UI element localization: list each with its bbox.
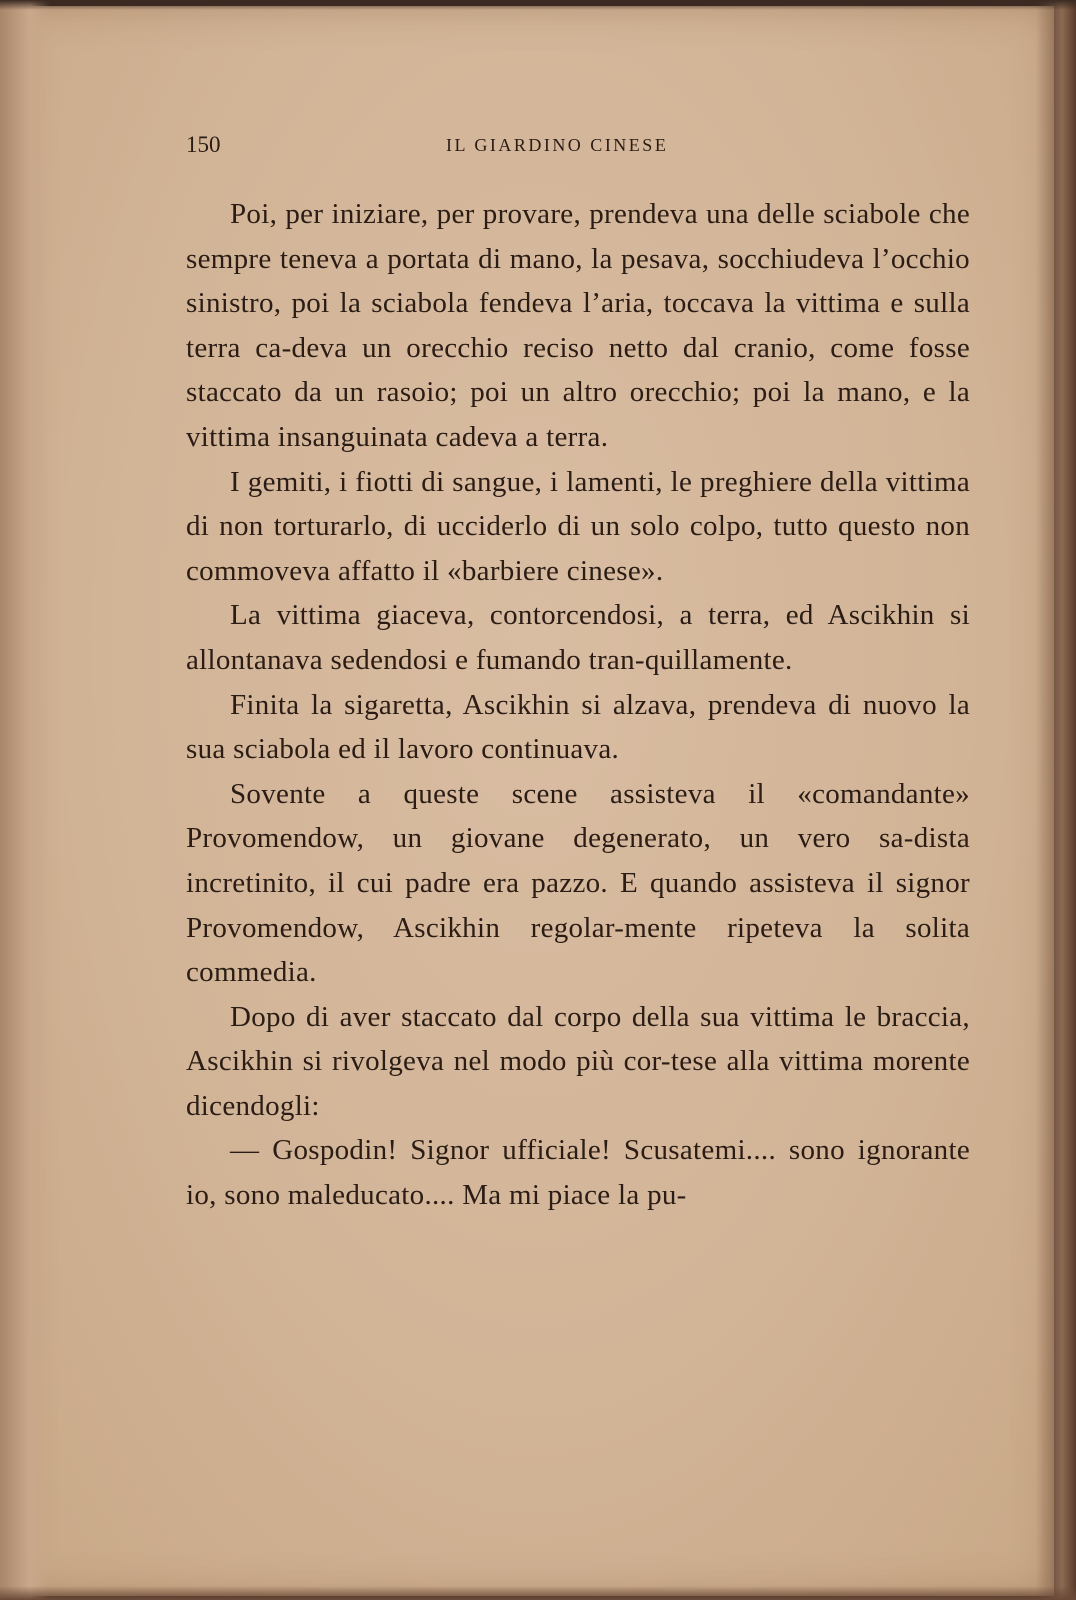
top-shadow-edge xyxy=(0,0,1076,10)
page-number: 150 xyxy=(186,132,221,157)
paragraph: Dopo di aver staccato dal corpo della sua vittima le braccia, Ascikhin si rivolgeva nel modo più cor-tese alla vittima morente dicendogli: xyxy=(186,1000,970,1122)
running-header xyxy=(186,132,966,172)
paragraph: I gemiti, i fiotti di sangue, i lamenti, le preghiere della vittima di non torturarlo, di ucciderlo di un solo colpo, tutto questo non commoveva affatto il «barbiere cinese». xyxy=(186,465,970,587)
running-title: IL GIARDINO CINESE xyxy=(446,135,669,155)
paragraph: Finita la sigaretta, Ascikhin si alzava, prendeva di nuovo la sua sciabola ed il lavoro continuava. xyxy=(186,688,970,766)
body-text xyxy=(186,192,970,1218)
page-gutter-edge xyxy=(0,0,50,1600)
paragraph: La vittima giaceva, contorcendosi, a terra, ed Ascikhin si allontanava sedendosi e fumando tran-quillamente. xyxy=(186,599,970,676)
bottom-shadow-edge xyxy=(0,1586,1076,1600)
paragraph: — Gospodin! Signor ufficiale! Scusatemi.... sono ignorante io, sono maleducato.... Ma mi piace la pu- xyxy=(186,1134,970,1212)
paragraph: Sovente a queste scene assisteva il «comandante» Provomendow, un giovane degenerato, un vero sa-dista incretinito, il cui padre era pazzo. E quando assisteva il signor Provomendow, Ascikhin regolar-mente ripeteva la solita commedia. xyxy=(186,777,970,989)
book-fore-edge xyxy=(1036,0,1076,1600)
paragraph: Poi, per iniziare, per provare, prendeva una delle sciabole che sempre teneva a portata di mano, la pesava, socchiudeva l’occhio sinistro, poi la sciabola fendeva l’aria, toccava la vittima e sulla terra ca-deva un orecchio reciso netto dal cranio, come fosse staccato da un rasoio; poi un altro orecchio; poi la mano, e la vittima insanguinata cadeva a terra. xyxy=(186,198,970,453)
